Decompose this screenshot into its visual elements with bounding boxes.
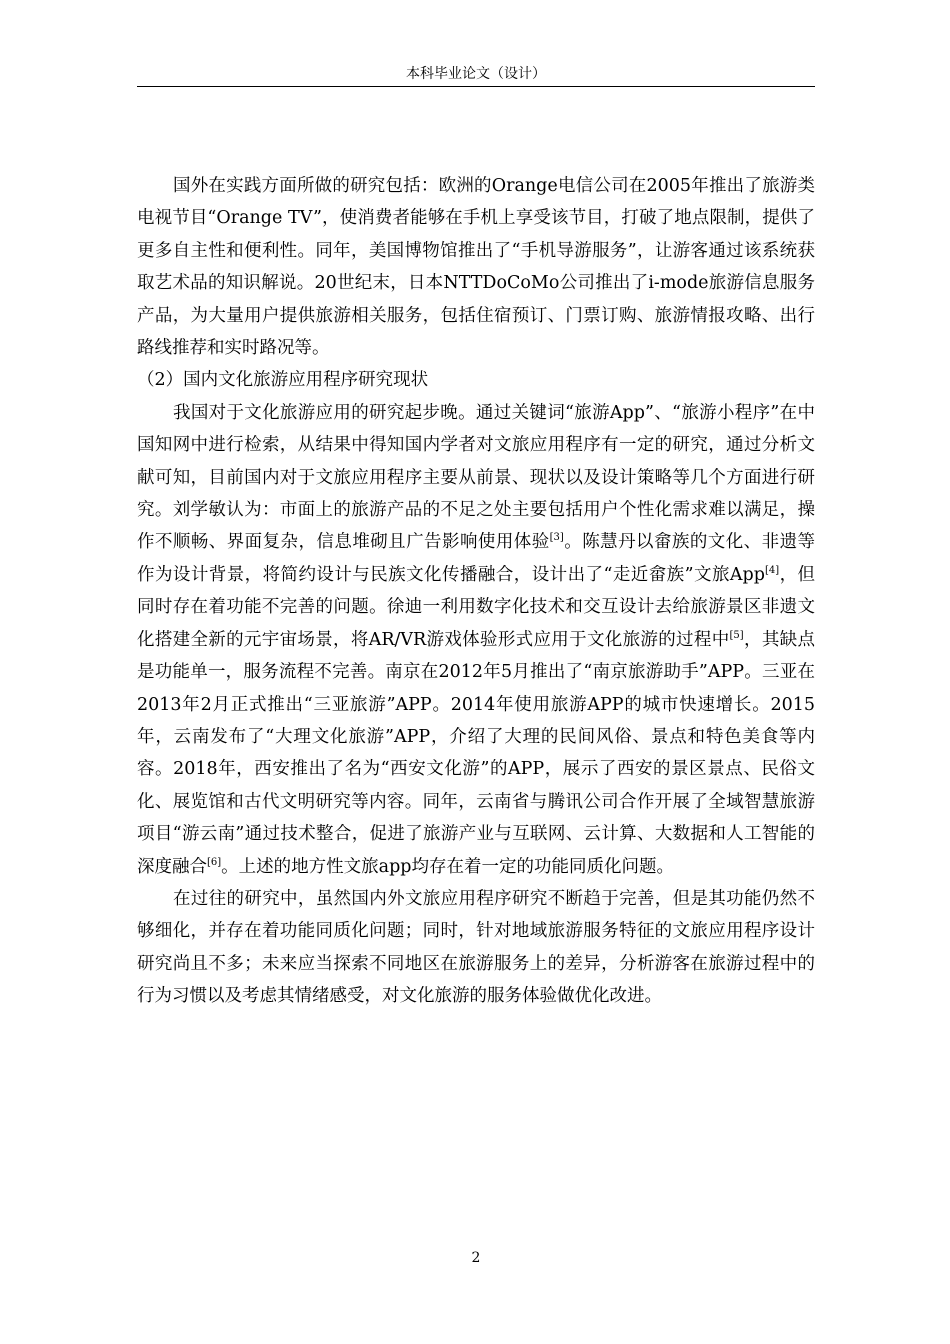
text-run: 我国对于文化旅游应用的研究起步晚。通过关键词“旅游App”、“旅游小程序”在中国知网中进行检索，从结果中得知国内学者对文旅应用程序有一定的研究，通过分析文献可知，目前国内对于文旅应用程序主要从前景、现状以及设计策略等几个方面进行研究。刘学敏认为：市面上的旅游产品的不足之处主要包括用户个性化需求难以满足，操作不顺畅、界面复杂，信息堆砌且广告影响使用体验 (137, 402, 815, 553)
citation-ref-6: [6] (207, 856, 222, 868)
page-number: 2 (471, 1250, 481, 1266)
paragraph-domestic-research (137, 397, 815, 883)
page-header-title: 本科毕业论文（设计） (406, 66, 546, 82)
paragraph-foreign-practice: 国外在实践方面所做的研究包括：欧洲的Orange电信公司在2005年推出了旅游类电视节目“Orange TV”，使消费者能够在手机上享受该节目，打破了地点限制，提供了更多自主性和便利性。同年，美国博物馆推出了“手机导游服务”，让游客通过该系统获取艺术品的知识解说。20世纪末，日本NTTDoCoMo公司推出了i-mode旅游信息服务产品，为大量用户提供旅游相关服务，包括住宿预订、门票订购、旅游情报攻略、出行路线推荐和实时路况等。 (137, 176, 815, 359)
citation-ref-5: [5] (729, 629, 744, 641)
header-divider (137, 86, 815, 87)
text-run: 。陈慧丹以畲族的文化、非遗等作为设计背景，将简约设计与民族文化传播融合，设计出了“走近畲族”文旅App (137, 532, 816, 585)
citation-ref-4: [4] (764, 565, 780, 577)
text-run: ，但同时存在着功能不完善的问题。徐迪一利用数字化技术和交互设计去给旅游景区非遗文化搭建全新的元宇宙场景，将AR/VR游戏体验形式应用于文化旅游的过程中 (137, 564, 816, 650)
paragraph-summary: 在过往的研究中，虽然国内外文旅应用程序研究不断趋于完善，但是其功能仍然不够细化，并存在着功能同质化问题；同时，针对地域旅游服务特征的文旅应用程序设计研究尚且不多；未来应当探索不同地区在旅游服务上的差异，分析游客在旅游过程中的行为习惯以及考虑其情绪感受，对文化旅游的服务体验做优化改进。 (137, 888, 815, 1007)
text-run: 。上述的地方性文旅app均存在着一定的功能同质化问题。 (221, 856, 675, 877)
text-run: ，其缺点是功能单一，服务流程不完善。南京在2012年5月推出了“南京旅游助手”APP。三亚在2013年2月正式推出“三亚旅游”APP。2014年使用旅游APP的城市快速增长。2015年，云南发布了“大理文化旅游”APP，介绍了大理的民间风俗、景点和特色美食等内容。2018年，西安推出了名为“西安文化游”的APP，展示了西安的景区景点、民俗文化、展览馆和古代文明研究等内容。同年，云南省与腾讯公司合作开展了全域智慧旅游项目“游云南”通过技术整合，促进了旅游产业与互联网、云计算、大数据和人工智能的深度融合 (137, 629, 815, 877)
section-heading-domestic: （2）国内文化旅游应用程序研究现状 (137, 370, 429, 391)
body-text (137, 170, 815, 1013)
citation-ref-3: [3] (549, 532, 564, 544)
